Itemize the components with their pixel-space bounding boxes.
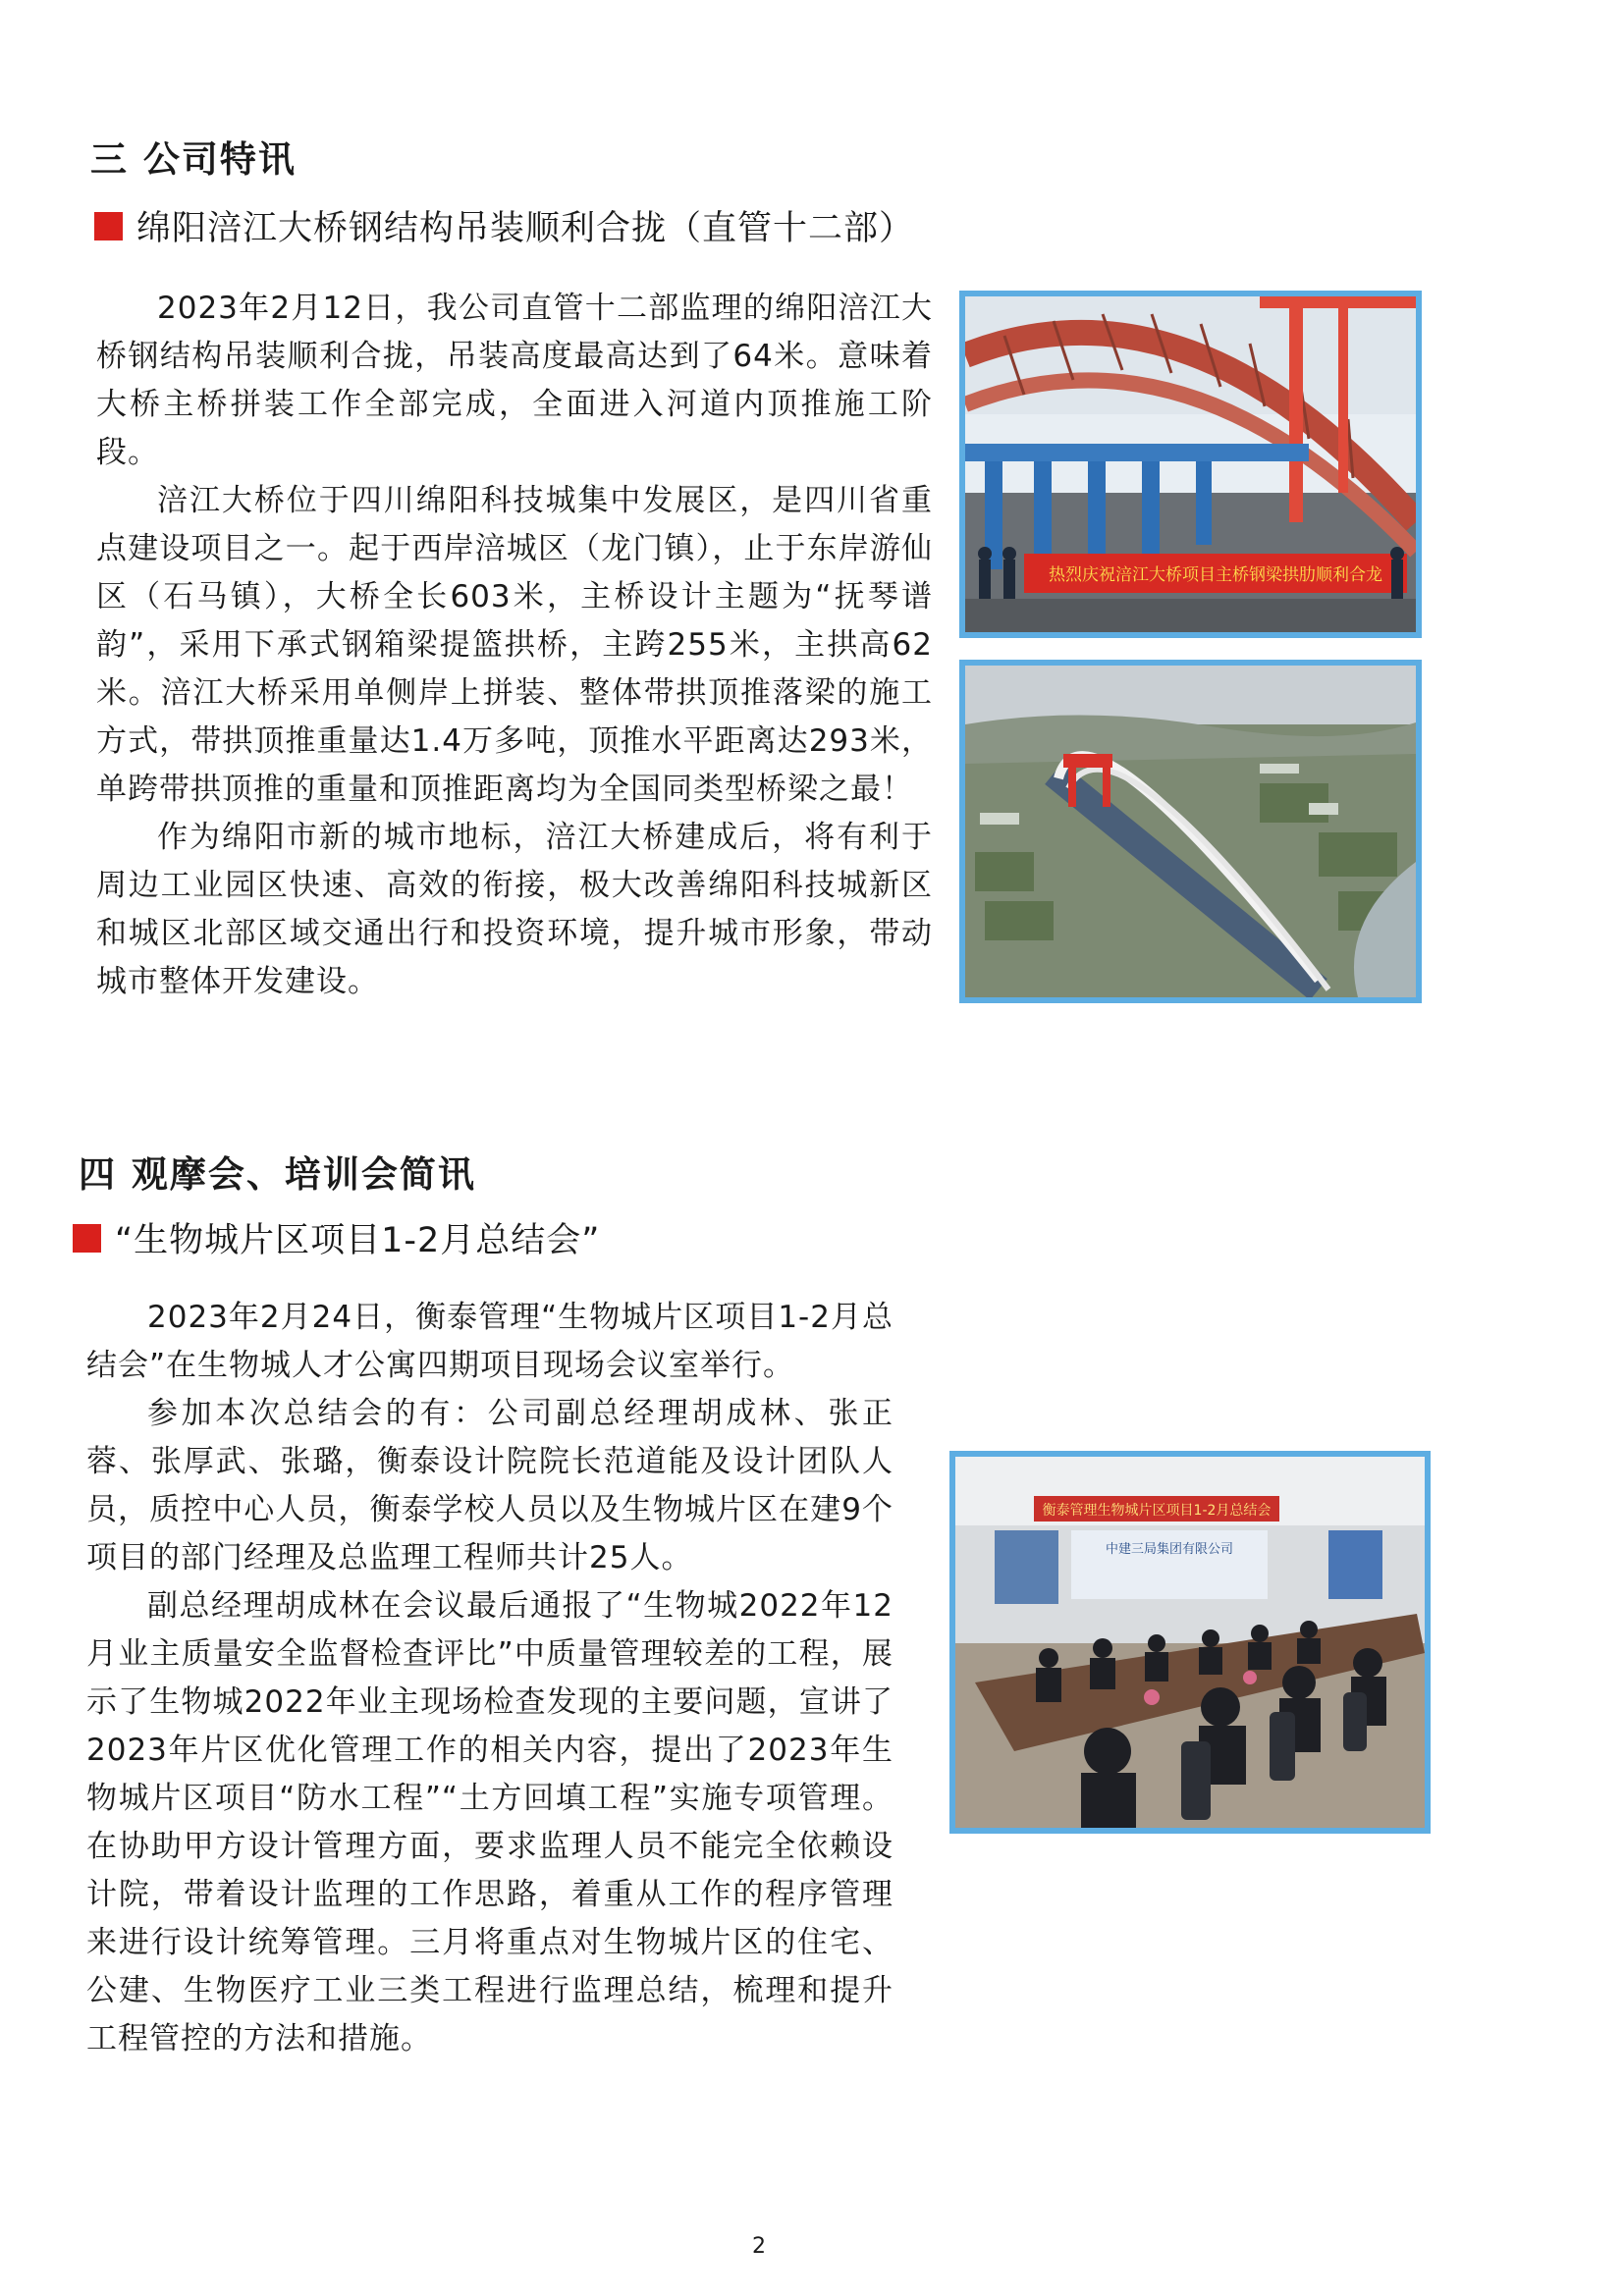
meeting-illustration (955, 1457, 1425, 1828)
section-4-subtitle-text: “生物城片区项目1-2月总结会” (115, 1221, 601, 1260)
section-4-body (86, 1294, 893, 2063)
red-square-icon (73, 1224, 101, 1253)
bridge-closure-illustration (965, 296, 1416, 632)
section-3-body (96, 285, 933, 1006)
paragraph: 参加本次总结会的有：公司副总经理胡成林、张正蓉、张厚武、张璐，衡泰设计院院长范道能及设计团队人员，质控中心人员，衡泰学校人员以及生物城片区在建9个项目的部门经理及总监理工程师共计25人。 (86, 1396, 893, 1575)
bridge-aerial-illustration (965, 666, 1416, 997)
paragraph: 涪江大桥位于四川绵阳科技城集中发展区，是四川省重点建设项目之一。起于西岸涪城区（龙门镇），止于东岸游仙区（石马镇），大桥全长603米，主桥设计主题为“抚琴谱韵”，采用下承式钢箱梁提篮拱桥，主跨255米，主拱高62米。涪江大桥采用单侧岸上拼装、整体带拱顶推落梁的施工方式，带拱顶推重量达1.4万多吨，顶推水平距离达293米，单跨带拱顶推的重量和顶推距离均为全国同类型桥梁之最！ (96, 483, 933, 807)
photo1-banner-text: 热烈庆祝涪江大桥项目主桥钢梁拱肋顺利合龙 (1049, 565, 1382, 585)
paragraph: 副总经理胡成林在会议最后通报了“生物城2022年12月业主质量安全监督检查评比”中质量管理较差的工程，展示了生物城2022年业主现场检查发现的主要问题，宣讲了2023年片区优化管理工作的相关内容，提出了2023年生物城片区项目“防水工程”“土方回填工程”实施专项管理。在协助甲方设计管理方面，要求监理人员不能完全依赖设计院，带着设计监理的工作思路，着重从工作的程序管理来进行设计统筹管理。三月将重点对生物城片区的住宅、公建、生物医疗工业三类工程进行监理总结，梳理和提升工程管控的方法和措施。 (86, 1588, 893, 2056)
section-3-subtitle-text: 绵阳涪江大桥钢结构吊装顺利合拢（直管十二部） (136, 209, 915, 248)
bridge-aerial-photo (959, 660, 1422, 1003)
red-square-icon (94, 212, 123, 240)
bridge-closure-photo (959, 291, 1422, 638)
photo3-screen-text: 中建三局集团有限公司 (1105, 1542, 1234, 1557)
section-3-title: 三 公司特讯 (90, 138, 297, 181)
section-4-subtitle (73, 1213, 600, 1262)
paragraph: 作为绵阳市新的城市地标，涪江大桥建成后，将有利于周边工业园区快速、高效的衔接，极大改善绵阳科技城新区和城区北部区域交通出行和投资环境，提升城市形象，带动城市整体开发建设。 (96, 820, 933, 999)
section-3-subtitle (94, 201, 914, 250)
paragraph: 2023年2月24日，衡泰管理“生物城片区项目1-2月总结会”在生物城人才公寓四期项目现场会议室举行。 (86, 1300, 893, 1383)
section-4-title: 四 观摩会、培训会简讯 (79, 1153, 476, 1196)
paragraph: 2023年2月12日，我公司直管十二部监理的绵阳涪江大桥钢结构吊装顺利合拢，吊装高度最高达到了64米。意味着大桥主桥拼装工作全部完成，全面进入河道内顶推施工阶段。 (96, 291, 933, 470)
page-number: 2 (752, 2234, 766, 2259)
photo3-banner-text: 衡泰管理生物城片区项目1-2月总结会 (1042, 1503, 1272, 1519)
meeting-photo (949, 1451, 1431, 1834)
